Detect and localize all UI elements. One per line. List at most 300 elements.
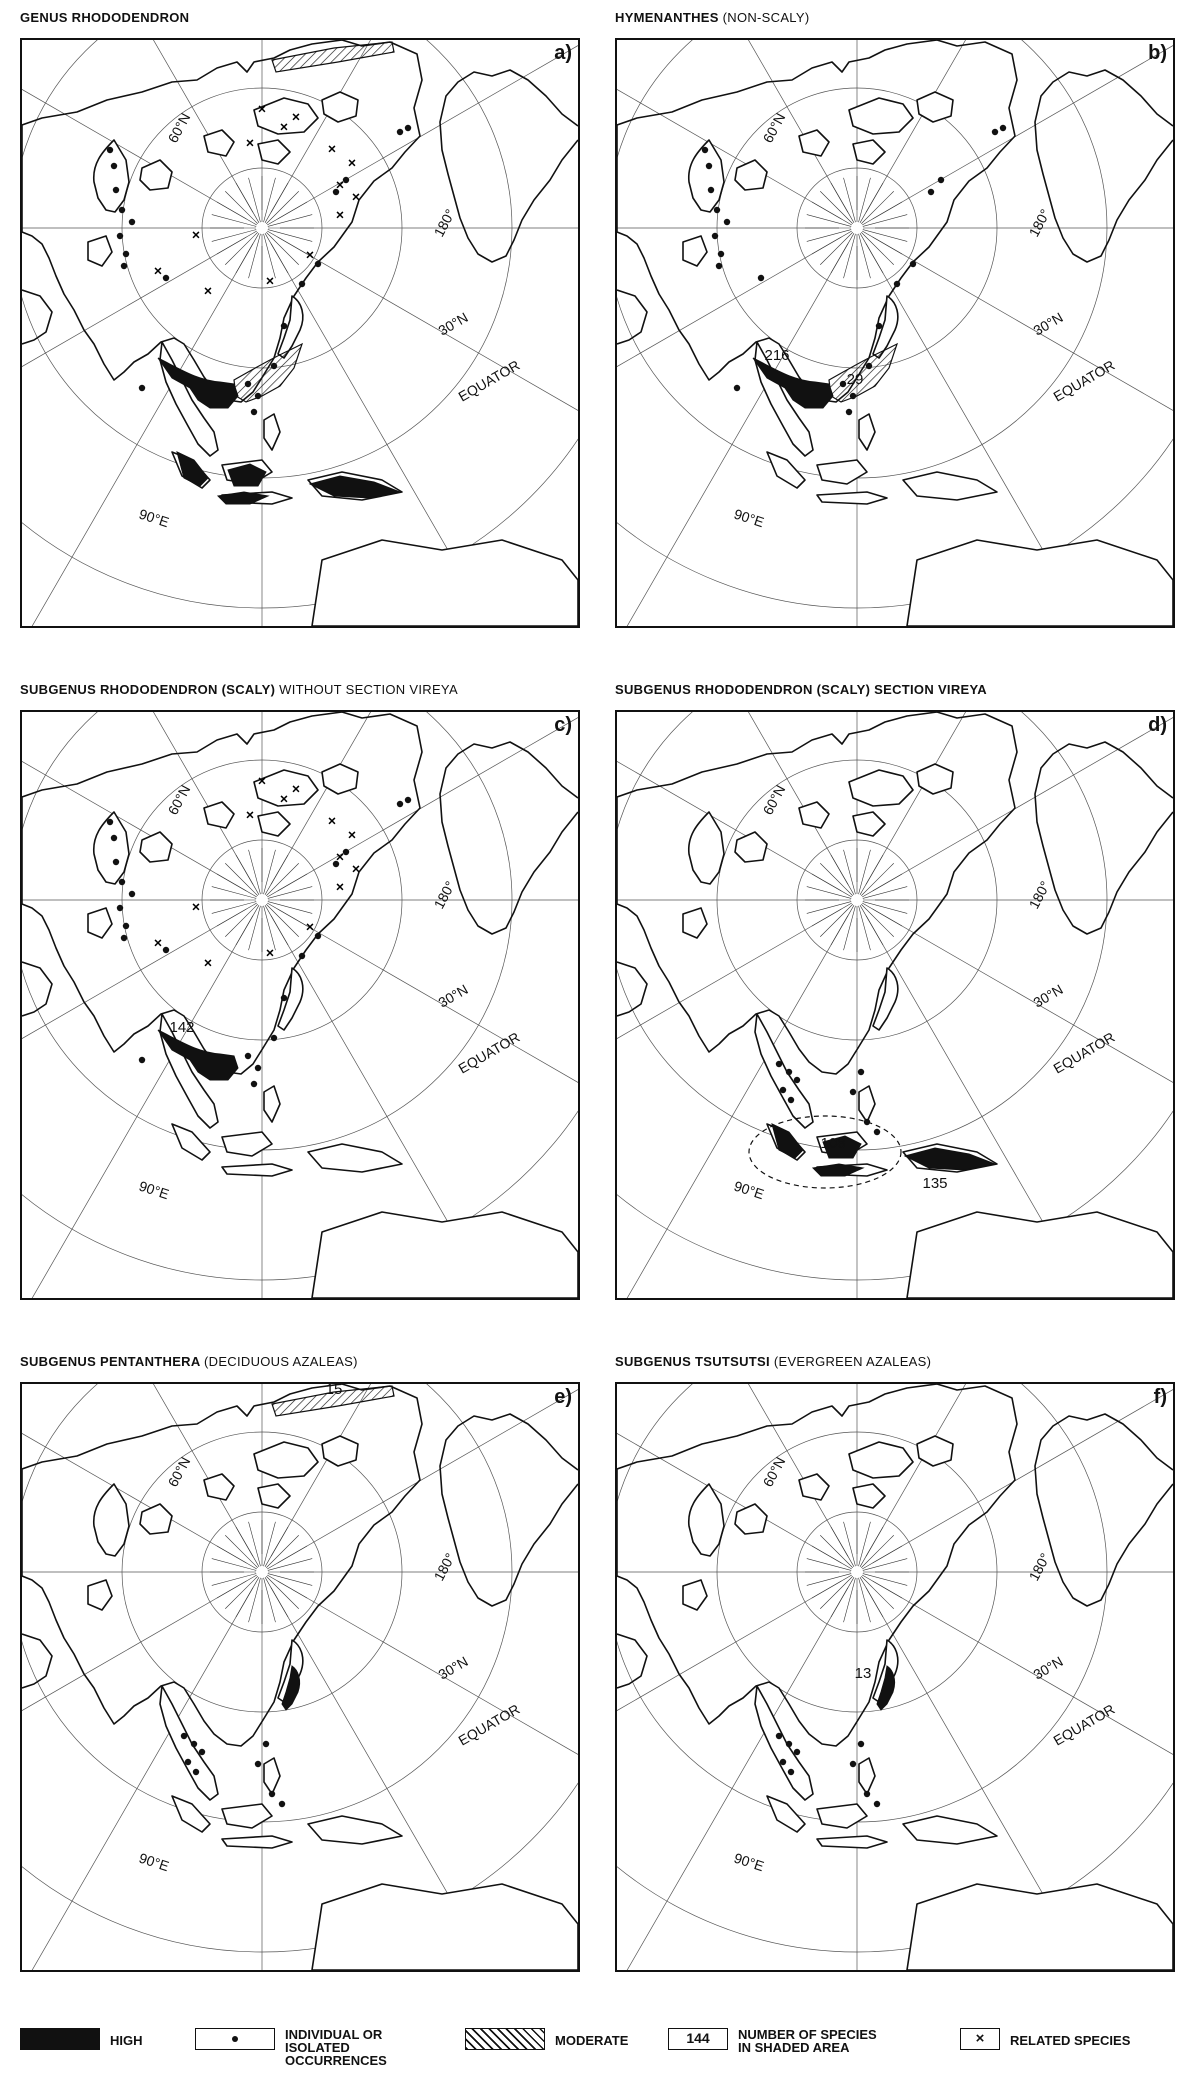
pole-star: [210, 176, 314, 280]
occurrence-dot: [864, 1119, 870, 1125]
coastlines: [617, 1384, 1173, 1970]
meridian-line: [278, 712, 578, 891]
arctic-island: [258, 812, 290, 836]
meridian-line: [617, 712, 841, 891]
occurrence-dot: [850, 1089, 856, 1095]
related-species-mark: ×: [265, 272, 275, 289]
label-lon-180: 180°: [1025, 1550, 1054, 1584]
pole-ray: [861, 232, 894, 265]
related-species-mark: ×: [335, 848, 345, 865]
related-species-mark: ×: [305, 246, 315, 263]
occurrence-dot: [846, 409, 852, 415]
coastlines: [22, 712, 578, 1298]
related-species-mark: ×: [279, 118, 289, 135]
island: [264, 1086, 280, 1122]
island: [308, 1816, 402, 1844]
pole-star: [210, 848, 314, 952]
arctic-island: [853, 1484, 885, 1508]
coastlines: [617, 712, 1173, 1298]
related-species-mark: ×: [335, 206, 345, 223]
occurrence-dot: [840, 381, 846, 387]
island: [308, 1144, 402, 1172]
arctic-island: [204, 802, 234, 828]
meridian-line: [617, 909, 841, 1250]
scandinavia-coast: [689, 812, 724, 884]
island: [817, 492, 887, 504]
malay-peninsula: [755, 1014, 813, 1128]
occurrence-dot: [245, 381, 251, 387]
island: [907, 540, 1173, 626]
meridian-line: [278, 237, 578, 578]
occurrence-dot: [780, 1759, 786, 1765]
occurrence-dot: [1000, 125, 1006, 131]
occurrence-dot: [123, 923, 129, 929]
legend-label-line: ISOLATED: [285, 2040, 350, 2055]
region-high-malesia_west: [177, 452, 268, 504]
island: [312, 1884, 578, 1970]
species-count: 135: [922, 1175, 948, 1192]
occurrence-dot: [716, 263, 722, 269]
related-species-mark: ×: [153, 262, 163, 279]
legend-item-moderate: [465, 2028, 628, 2050]
occurrence-dot: [894, 281, 900, 287]
meridian-line: [278, 909, 578, 1250]
occurrence-dot: [139, 385, 145, 391]
arctic-island: [140, 1504, 172, 1534]
related-species-mark: ×: [291, 108, 301, 125]
label-lon-180: 180°: [430, 206, 459, 240]
pole-ray: [820, 904, 853, 937]
north-america-coast: [1035, 1414, 1173, 1606]
island: [859, 1758, 875, 1794]
island: [172, 1796, 210, 1832]
coastlines: [22, 40, 578, 626]
distribution-map: [617, 40, 1173, 626]
eurasia-coast: [22, 40, 422, 402]
occurrence-dot: [405, 125, 411, 131]
pole-ray: [820, 863, 853, 896]
occurrence-dot: [117, 905, 123, 911]
arctic-island: [88, 1580, 112, 1610]
related-species-mark: ×: [347, 826, 357, 843]
related-species-mark: ×: [335, 176, 345, 193]
related-species-mark: ×: [279, 790, 289, 807]
panel-title: [20, 682, 458, 697]
label-lon-90: 90°E: [732, 505, 767, 531]
occurrence-dot: [794, 1749, 800, 1755]
label-lat-60: 60°N: [164, 782, 194, 818]
occurrence-dot: [123, 251, 129, 257]
occurrence-dot: [163, 947, 169, 953]
panel-title-bold: HYMENANTHES: [615, 10, 719, 25]
pole-ray: [820, 1576, 853, 1609]
panel-title-normal: (NON-SCALY): [722, 10, 810, 25]
meridian-line: [278, 1384, 578, 1563]
label-equator: EQUATOR: [455, 1028, 523, 1077]
eurasia-coast: [22, 1384, 422, 1746]
panel-title: [615, 10, 809, 25]
occurrence-dot: [702, 147, 708, 153]
related-species-mark: ×: [245, 806, 255, 823]
legend-label-line: OCCURRENCES: [285, 2053, 387, 2068]
occurrence-dot: [281, 323, 287, 329]
pole-ray: [861, 904, 894, 937]
island: [172, 1124, 210, 1160]
occurrence-dot: [139, 1057, 145, 1063]
related-species-mark: ×: [265, 944, 275, 961]
label-lat-60: 60°N: [759, 110, 789, 146]
island: [222, 1132, 272, 1156]
panel-title: [20, 1354, 358, 1369]
related-species-mark: ×: [257, 772, 267, 789]
label-lon-180: 180°: [430, 878, 459, 912]
west-coast: [617, 1634, 647, 1688]
meridian-line: [866, 712, 1173, 884]
meridian-line: [617, 916, 848, 1298]
north-america-coast: [440, 742, 578, 934]
legend-label-high: HIGH: [110, 2033, 143, 2048]
pole-ray: [820, 191, 853, 224]
pole-ray: [861, 863, 894, 896]
occurrence-dot: [776, 1061, 782, 1067]
panel-title-normal: (DECIDUOUS AZALEAS): [204, 1354, 358, 1369]
coastlines: [22, 1384, 578, 1970]
label-equator: EQUATOR: [1050, 1700, 1118, 1749]
pole-ray: [266, 904, 299, 937]
occurrence-dot: [992, 129, 998, 135]
occurrence-dot: [758, 275, 764, 281]
occurrence-dot: [864, 1791, 870, 1797]
occurrence-dot: [718, 251, 724, 257]
meridian-line: [22, 1384, 246, 1563]
meridian-line: [617, 1384, 841, 1563]
occurrence-dot: [119, 879, 125, 885]
legend-label-individual: [285, 2028, 387, 2067]
species-count: 108: [820, 1135, 846, 1152]
occurrence-dot: [185, 1759, 191, 1765]
occurrence-dot: [251, 1081, 257, 1087]
meridian-line: [866, 1384, 1173, 1556]
pole-star: [805, 1520, 909, 1624]
west-coast: [617, 962, 647, 1016]
occurrence-dot: [858, 1741, 864, 1747]
north-america-coast: [440, 1414, 578, 1606]
occurrence-dot: [191, 1741, 197, 1747]
occurrence-dot: [279, 1801, 285, 1807]
pole-ray: [225, 191, 258, 224]
map-panel-e: [10, 1348, 590, 1978]
arctic-island: [917, 764, 953, 794]
related-species-mark: ×: [191, 898, 201, 915]
arctic-island: [322, 92, 358, 122]
occurrence-dot: [734, 385, 740, 391]
pole-ray: [861, 1535, 894, 1568]
map-frame: [20, 1382, 580, 1972]
occurrence-dot: [269, 1791, 275, 1797]
legend-label-moderate: MODERATE: [555, 2033, 629, 2048]
related-species-mark: ×: [291, 780, 301, 797]
arctic-island: [735, 832, 767, 862]
occurrence-dot: [714, 207, 720, 213]
island: [817, 460, 867, 484]
label-lat-30: 30°N: [1030, 981, 1066, 1011]
meridian-line: [22, 244, 253, 626]
west-coast: [22, 1634, 52, 1688]
arctic-island: [683, 236, 707, 266]
meridian-line: [278, 40, 578, 219]
label-lat-30: 30°N: [435, 1653, 471, 1683]
map-panel-a: [10, 4, 590, 634]
island: [264, 1758, 280, 1794]
label-equator: EQUATOR: [1050, 356, 1118, 405]
occurrence-dot: [786, 1741, 792, 1747]
occurrence-dot: [271, 1035, 277, 1041]
legend-swatch-dot: [195, 2028, 275, 2050]
occurrence-dot: [910, 261, 916, 267]
related-species-mark: ×: [351, 860, 361, 877]
occurrence-dot: [299, 953, 305, 959]
occurrence-dot: [315, 933, 321, 939]
label-lat-60: 60°N: [164, 1454, 194, 1490]
label-equator: EQUATOR: [455, 1700, 523, 1749]
occurrence-dot: [129, 891, 135, 897]
related-species-mark: ×: [305, 918, 315, 935]
occurrence-dot: [245, 1053, 251, 1059]
island: [903, 1816, 997, 1844]
label-equator: EQUATOR: [1050, 1028, 1118, 1077]
arctic-island: [140, 832, 172, 862]
region-high-malesia_west: [772, 1124, 863, 1176]
island: [222, 1164, 292, 1176]
pole-ray: [225, 863, 258, 896]
arctic-island: [917, 1436, 953, 1466]
related-species-mark: ×: [347, 154, 357, 171]
legend-label-line: IN SHADED AREA: [738, 2040, 850, 2055]
distribution-map: [617, 712, 1173, 1298]
occurrence-dot: [117, 233, 123, 239]
occurrence-dot: [315, 261, 321, 267]
panel-title-normal: WITHOUT SECTION VIREYA: [279, 682, 458, 697]
meridian-line: [271, 712, 578, 884]
meridian-line: [873, 237, 1173, 578]
pole-ray: [266, 1576, 299, 1609]
label-lon-90: 90°E: [732, 1177, 767, 1203]
island: [767, 1796, 805, 1832]
panel-title-bold: GENUS RHODODENDRON: [20, 10, 190, 25]
occurrence-dot: [794, 1077, 800, 1083]
occurrence-dot: [788, 1769, 794, 1775]
panel-title-bold: SUBGENUS RHODODENDRON (SCALY): [20, 682, 276, 697]
island: [859, 414, 875, 450]
west-coast: [617, 290, 647, 344]
label-lat-30: 30°N: [1030, 1653, 1066, 1683]
distribution-map: [617, 1384, 1173, 1970]
occurrence-dot: [938, 177, 944, 183]
arctic-island: [799, 1474, 829, 1500]
pole-star: [210, 1520, 314, 1624]
panel-letter: b): [1148, 42, 1167, 64]
arctic-island: [88, 908, 112, 938]
island: [222, 1804, 272, 1828]
legend-swatch-high: [20, 2028, 100, 2050]
occurrence-dot: [255, 1065, 261, 1071]
occurrence-dot: [193, 1769, 199, 1775]
occurrence-dot: [113, 187, 119, 193]
occurrence-dot: [850, 1761, 856, 1767]
map-panel-d: [605, 676, 1185, 1306]
legend-swatch-hatch: [465, 2028, 545, 2050]
label-lat-30: 30°N: [435, 981, 471, 1011]
related-species-mark: ×: [335, 878, 345, 895]
occurrence-dot: [850, 393, 856, 399]
occurrence-dot: [706, 163, 712, 169]
occurrence-dot: [121, 263, 127, 269]
related-species-mark: ×: [203, 282, 213, 299]
arctic-island: [849, 98, 913, 134]
occurrence-dot: [928, 189, 934, 195]
label-lon-90: 90°E: [137, 505, 172, 531]
label-lon-180: 180°: [430, 1550, 459, 1584]
arctic-island: [853, 812, 885, 836]
arctic-island: [683, 908, 707, 938]
legend-item-high: [20, 2028, 143, 2050]
meridian-line: [22, 1588, 253, 1970]
occurrence-dot: [271, 363, 277, 369]
panel-title-normal: (EVERGREEN AZALEAS): [773, 1354, 932, 1369]
arctic-island: [917, 92, 953, 122]
occurrence-dot: [255, 1761, 261, 1767]
meridian-line: [22, 40, 246, 219]
arctic-island: [799, 130, 829, 156]
occurrence-dot: [263, 1741, 269, 1747]
island: [859, 1086, 875, 1122]
species-count: 29: [846, 371, 864, 388]
north-america-coast: [1035, 742, 1173, 934]
arctic-island: [853, 140, 885, 164]
island: [264, 414, 280, 450]
species-count: 142: [169, 1019, 195, 1036]
meridian-line: [22, 916, 253, 1298]
legend-item-count: [668, 2028, 877, 2054]
pole-ray: [861, 191, 894, 224]
occurrence-dot: [405, 797, 411, 803]
occurrence-dot: [724, 219, 730, 225]
arctic-island: [322, 1436, 358, 1466]
arctic-island: [849, 770, 913, 806]
map-frame: [615, 38, 1175, 628]
occurrence-dot: [281, 995, 287, 1001]
distribution-map: [22, 40, 578, 626]
meridian-line: [873, 1384, 1173, 1563]
meridian-line: [866, 40, 1173, 212]
arctic-island: [735, 1504, 767, 1534]
occurrence-dot: [866, 363, 872, 369]
north-america-coast: [1035, 70, 1173, 262]
island: [903, 472, 997, 500]
coastlines: [617, 40, 1173, 626]
meridian-line: [617, 1581, 841, 1922]
panel-title: [615, 682, 987, 697]
occurrence-dot: [780, 1087, 786, 1093]
label-lat-60: 60°N: [759, 782, 789, 818]
region-moderate-alaska: [272, 42, 394, 72]
occurrence-dot: [111, 163, 117, 169]
species-count: 13: [854, 1665, 872, 1682]
arctic-island: [254, 1442, 318, 1478]
meridian-line: [22, 712, 246, 891]
pole-ray: [266, 191, 299, 224]
related-species-mark: ×: [327, 140, 337, 157]
legend-label-line: NUMBER OF SPECIES: [738, 2027, 877, 2042]
legend-label-related: RELATED SPECIES: [1010, 2033, 1131, 2048]
map-frame: [615, 1382, 1175, 1972]
meridian-line: [617, 40, 841, 219]
arctic-island: [799, 802, 829, 828]
island: [907, 1212, 1173, 1298]
occurrence-dot: [874, 1129, 880, 1135]
malay-peninsula: [160, 1686, 218, 1800]
island: [907, 1884, 1173, 1970]
pole-ray: [266, 1535, 299, 1568]
legend-label-count: [738, 2028, 877, 2054]
panel-title-bold: SUBGENUS PENTANTHERA: [20, 1354, 201, 1369]
map-panel-b: [605, 4, 1185, 634]
eurasia-coast: [22, 712, 422, 1074]
occurrence-dot: [255, 393, 261, 399]
occurrence-dot: [181, 1733, 187, 1739]
pole-ray: [861, 1576, 894, 1609]
related-species-mark: ×: [203, 954, 213, 971]
occurrence-dot: [119, 207, 125, 213]
occurrence-dot: [776, 1733, 782, 1739]
island: [312, 1212, 578, 1298]
label-equator: EQUATOR: [455, 356, 523, 405]
arctic-island: [204, 130, 234, 156]
legend-item-related: [960, 2028, 1130, 2050]
arctic-island: [735, 160, 767, 190]
pole-ray: [225, 1576, 258, 1609]
occurrence-dot: [712, 233, 718, 239]
region-moderate-china: [234, 344, 302, 402]
species-count: 216: [764, 347, 790, 364]
distribution-map: [22, 1384, 578, 1970]
occurrence-dot: [111, 835, 117, 841]
occurrence-dot: [876, 323, 882, 329]
related-species-mark: ×: [191, 226, 201, 243]
panel-title: [615, 1354, 931, 1369]
occurrence-dot: [708, 187, 714, 193]
meridian-line: [617, 1588, 848, 1970]
label-lat-30: 30°N: [1030, 309, 1066, 339]
scandinavia-coast: [94, 1484, 129, 1556]
eurasia-coast: [617, 1384, 1017, 1746]
meridian-line: [873, 40, 1173, 219]
panel-title-bold: SUBGENUS TSUTSUTSI: [615, 1354, 770, 1369]
map-frame: [20, 38, 580, 628]
occurrence-dot: [107, 819, 113, 825]
occurrence-dot: [299, 281, 305, 287]
panel-letter: e): [554, 1386, 572, 1408]
species-count: 15: [325, 1384, 343, 1398]
legend-swatch-count: 144: [668, 2028, 728, 2050]
label-lon-90: 90°E: [137, 1177, 172, 1203]
pole-ray: [225, 232, 258, 265]
meridian-line: [617, 244, 848, 626]
occurrence-dot: [786, 1069, 792, 1075]
distribution-map: [22, 712, 578, 1298]
arctic-island: [849, 1442, 913, 1478]
arctic-island: [322, 764, 358, 794]
